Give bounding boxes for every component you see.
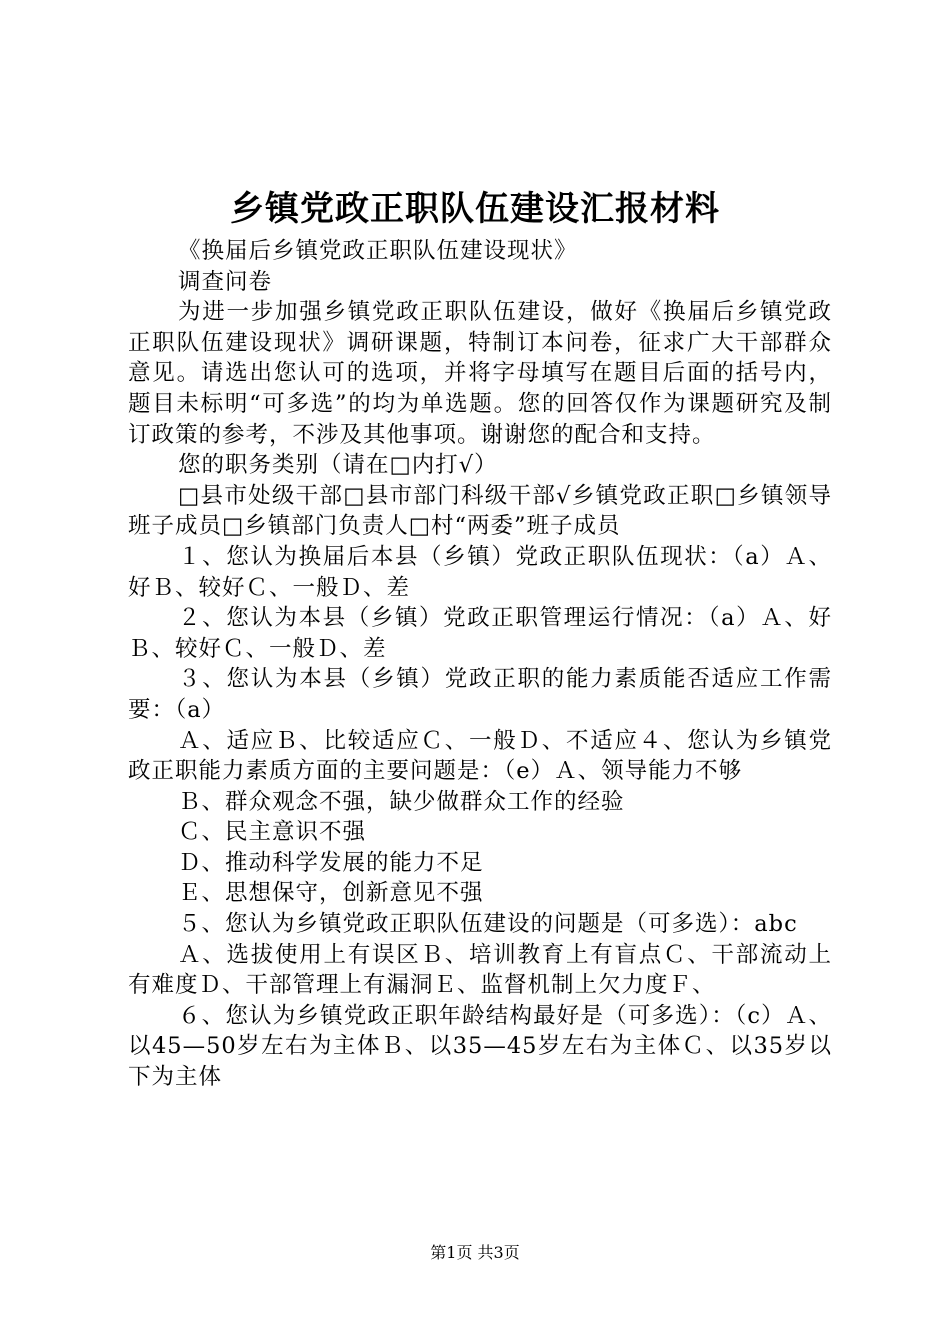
paragraph-option-e: Ｅ、思想保守，创新意见不强 xyxy=(178,880,484,907)
paragraph-question-3-options: Ａ、适应Ｂ、比较适应Ｃ、一般Ｄ、不适应４、您认为乡镇党政正职能力素质方面的主要问题是：（e）Ａ、领导能力不够 xyxy=(128,727,832,785)
paragraph-intro: 为进一步加强乡镇党政正职队伍建设，做好《换届后乡镇党政正职队伍建设现状》调研课题，特制订本问卷，征求广大干部群众意见。请选出您认可的选项，并将字母填写在题目后面的括号内，题目未标明“可多选”的均为单选题。您的回答仅作为课题研究及制订政策的参考，不涉及其他事项。谢谢您的配合和支持。 xyxy=(128,299,832,448)
paragraph-option-d: Ｄ、推动科学发展的能力不足 xyxy=(178,849,484,876)
paragraph-question-5: ５、您认为乡镇党政正职队伍建设的问题是（可多选）：abc xyxy=(178,911,798,938)
paragraph-subtitle: 《换届后乡镇党政正职队伍建设现状》 xyxy=(178,238,578,264)
paragraph-option-c: Ｃ、民主意识不强 xyxy=(178,819,367,846)
document-body xyxy=(128,236,832,1093)
paragraph-question-5-options: Ａ、选拔使用上有误区Ｂ、培训教育上有盲点Ｃ、干部流动上有难度Ｄ、干部管理上有漏洞Ｅ、监督机制上欠力度Ｆ、 xyxy=(128,941,832,999)
paragraph-question-6: ６、您认为乡镇党政正职年龄结构最好是（可多选）：（c）Ａ、以45—50岁左右为主体Ｂ、以35—45岁左右为主体Ｃ、以35岁以下为主体 xyxy=(128,1002,832,1091)
paragraph-question-2: ２、您认为本县（乡镇）党政正职管理运行情况：（a）Ａ、好Ｂ、较好Ｃ、一般Ｄ、差 xyxy=(128,605,832,662)
page-footer: 第1页 共3页 xyxy=(430,1243,520,1262)
paragraph-question-1: １、您认为换届后本县（乡镇）党政正职队伍现状：（a）Ａ、好Ｂ、较好Ｃ、一般Ｄ、差 xyxy=(128,543,832,601)
document-title: 乡镇党政正职队伍建设汇报材料 xyxy=(230,189,720,229)
paragraph-question-3: ３、您认为本县（乡镇）党政正职的能力素质能否适应工作需要：（a） xyxy=(128,666,832,723)
paragraph-questionnaire-label: 调查问卷 xyxy=(178,268,273,295)
paragraph-option-b: Ｂ、群众观念不强，缺少做群众工作的经验 xyxy=(178,788,625,815)
paragraph-position-options: □县市处级干部□县市部门科级干部√乡镇党政正职□乡镇领导班子成员□乡镇部门负责人□村“两委”班子成员 xyxy=(128,482,832,540)
paragraph-position-prompt: 您的职务类别（请在□内打√） xyxy=(178,452,498,479)
